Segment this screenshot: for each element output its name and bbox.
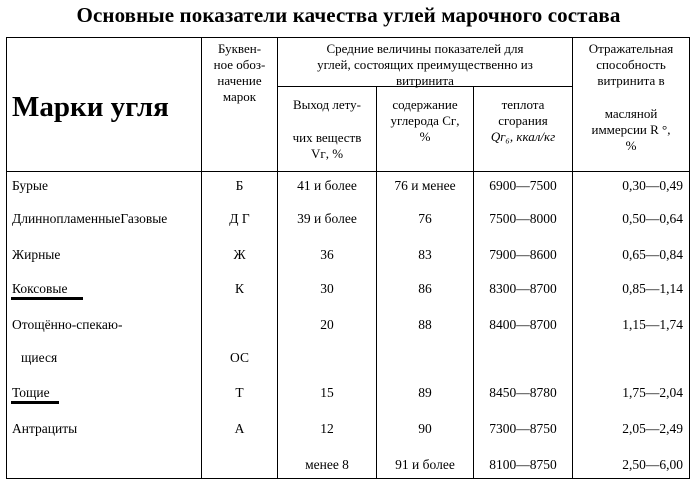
row-heat: 6900—7500 bbox=[489, 178, 557, 193]
row-volatile: менее 8 bbox=[305, 457, 349, 472]
header-group-line: витринита bbox=[396, 73, 454, 88]
header-group-line: углей, состоящих преимущественно из bbox=[317, 57, 533, 72]
table-border-top bbox=[6, 37, 690, 38]
row-name-underline bbox=[11, 401, 59, 404]
header-reflectance-line: способность bbox=[596, 57, 666, 72]
row-name: Антрациты bbox=[12, 421, 78, 436]
row-heat: 8400—8700 bbox=[489, 317, 557, 332]
table-border-bottom bbox=[6, 478, 690, 479]
row-carbon: 90 bbox=[418, 421, 432, 436]
row-reflectance: 0,30—0,49 bbox=[622, 178, 683, 193]
row-carbon: 83 bbox=[418, 247, 432, 262]
header-reflectance-line: Отражательная bbox=[588, 41, 674, 56]
row-carbon: 76 и менее bbox=[394, 178, 456, 193]
header-reflectance-line: масляной bbox=[604, 106, 658, 121]
row-name: щиеся bbox=[21, 350, 58, 365]
header-reflectance-line: иммерсии R °, bbox=[591, 122, 671, 137]
row-volatile: 12 bbox=[320, 421, 334, 436]
row-reflectance: 0,65—0,84 bbox=[622, 247, 683, 262]
row-code: ОС bbox=[230, 350, 249, 365]
row-name: Тощие bbox=[12, 385, 50, 400]
header-letter-code bbox=[202, 41, 277, 105]
row-volatile: 15 bbox=[320, 385, 334, 400]
row-name: Жирные bbox=[12, 247, 61, 262]
header-reflectance bbox=[573, 41, 689, 154]
header-volatile-line: Выход лету- bbox=[293, 97, 361, 112]
row-reflectance: 1,75—2,04 bbox=[622, 385, 683, 400]
row-volatile: 39 и более bbox=[297, 211, 357, 226]
quality-table bbox=[6, 37, 690, 479]
table-border-right bbox=[689, 37, 690, 479]
row-code: Т bbox=[235, 385, 244, 400]
row-code: А bbox=[234, 421, 245, 436]
header-heat-line: сгорания bbox=[498, 113, 548, 128]
row-carbon: 86 bbox=[418, 281, 432, 296]
header-reflectance-line: витринита в bbox=[597, 73, 665, 88]
header-carbon-line: углерода Cᴦ, bbox=[390, 113, 460, 128]
row-volatile: 36 bbox=[320, 247, 334, 262]
row-heat: 7900—8600 bbox=[489, 247, 557, 262]
row-carbon: 76 bbox=[418, 211, 432, 226]
row-name: Отощённо-спекаю- bbox=[12, 317, 123, 332]
row-volatile: 41 и более bbox=[297, 178, 357, 193]
header-spacer bbox=[573, 89, 689, 106]
row-code: К bbox=[234, 281, 244, 296]
header-heat-line: Qᴦ₆, ккал/кг bbox=[490, 129, 556, 144]
header-coal-grade: Марки угля bbox=[12, 91, 169, 123]
row-name: ДлиннопламенныеГазовые bbox=[12, 211, 168, 226]
header-reflectance-line: % bbox=[625, 138, 637, 153]
header-letter-code-line: марок bbox=[222, 89, 257, 104]
row-reflectance: 1,15—1,74 bbox=[622, 317, 683, 332]
row-volatile: 30 bbox=[320, 281, 334, 296]
header-divider bbox=[6, 171, 690, 172]
header-volatile-line: Vᴦ, % bbox=[310, 146, 344, 161]
header-volatile-line: чих веществ bbox=[292, 130, 362, 145]
header-spacer bbox=[278, 113, 376, 130]
row-heat: 8100—8750 bbox=[489, 457, 557, 472]
row-reflectance: 2,05—2,49 bbox=[622, 421, 683, 436]
header-average-values bbox=[278, 41, 572, 89]
page-title: Основные показатели качества углей марочного состава bbox=[76, 3, 621, 27]
row-name: Бурые bbox=[12, 178, 48, 193]
row-heat: 7500—8000 bbox=[489, 211, 557, 226]
row-heat: 8450—8780 bbox=[489, 385, 557, 400]
header-letter-code-line: ное обоз- bbox=[213, 57, 266, 72]
header-carbon-line: содержание bbox=[392, 97, 458, 112]
header-carbon-content bbox=[377, 97, 473, 145]
row-reflectance: 0,85—1,14 bbox=[622, 281, 683, 296]
header-heat-of-combustion bbox=[474, 97, 572, 145]
row-code: Б bbox=[235, 178, 244, 193]
row-reflectance: 2,50—6,00 bbox=[622, 457, 683, 472]
row-reflectance: 0,50—0,64 bbox=[622, 211, 683, 226]
row-name: Коксовые bbox=[12, 281, 68, 296]
header-carbon-line: % bbox=[419, 129, 431, 144]
header-heat-line: теплота bbox=[501, 97, 545, 112]
row-carbon: 89 bbox=[418, 385, 432, 400]
row-carbon: 88 bbox=[418, 317, 432, 332]
row-carbon: 91 и более bbox=[395, 457, 455, 472]
header-volatile-matter bbox=[278, 97, 376, 162]
row-code: Д Г bbox=[229, 211, 250, 226]
table-border-left bbox=[6, 37, 7, 479]
row-heat: 8300—8700 bbox=[489, 281, 557, 296]
header-letter-code-line: Буквен- bbox=[217, 41, 262, 56]
header-letter-code-line: начение bbox=[217, 73, 262, 88]
row-name-underline bbox=[11, 297, 83, 300]
row-code: Ж bbox=[233, 247, 246, 262]
header-group-line: Средние величины показателей для bbox=[326, 41, 524, 56]
row-heat: 7300—8750 bbox=[489, 421, 557, 436]
row-volatile: 20 bbox=[320, 317, 334, 332]
